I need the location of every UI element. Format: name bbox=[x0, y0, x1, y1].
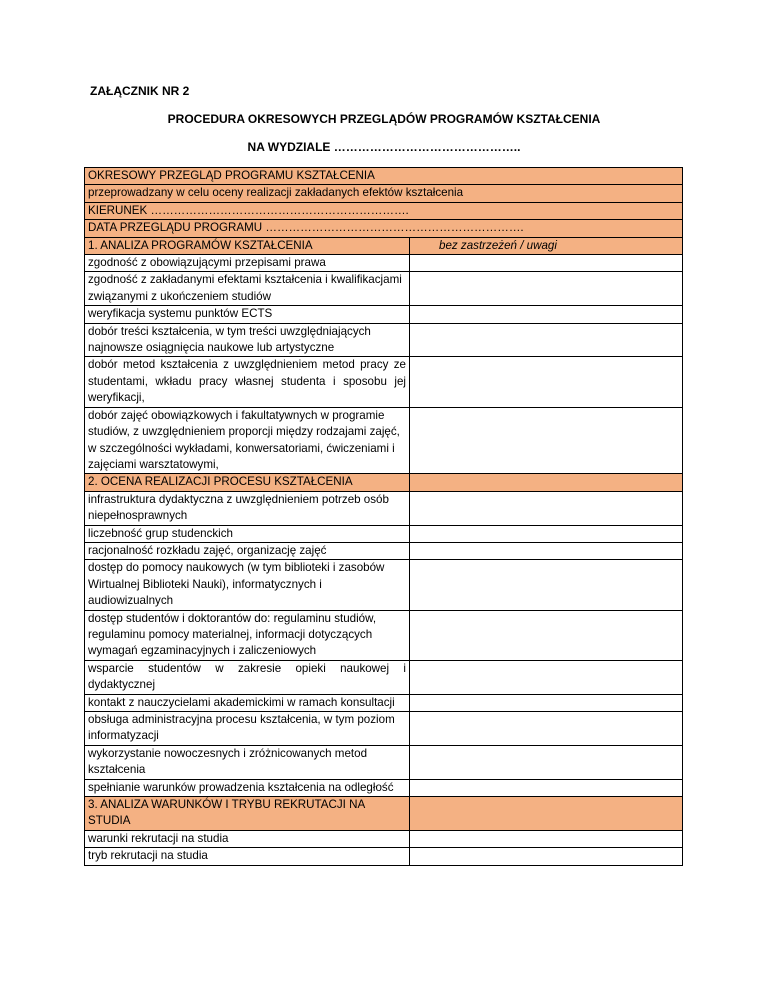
table-row bbox=[85, 306, 683, 323]
table-row bbox=[85, 542, 683, 559]
remarks-cell[interactable] bbox=[410, 255, 683, 272]
table-row bbox=[85, 323, 683, 357]
remarks-cell[interactable] bbox=[410, 712, 683, 746]
review-date-row bbox=[85, 220, 683, 237]
criterion-text: tryb rekrutacji na studia bbox=[85, 848, 410, 865]
section-title: 3. ANALIZA WARUNKÓW I TRYBU REKRUTACJI NA STUDIA bbox=[85, 797, 410, 831]
criterion-text: zgodność z zakładanymi efektami kształcenia i kwalifikacjami związanymi z ukończeniem studiów bbox=[85, 272, 410, 306]
criterion-text: kontakt z nauczycielami akademickimi w ramach konsultacji bbox=[85, 694, 410, 711]
remarks-cell[interactable] bbox=[410, 542, 683, 559]
form-title-row bbox=[85, 168, 683, 185]
criterion-text: wykorzystanie nowoczesnych i zróżnicowanych metod kształcenia bbox=[85, 745, 410, 779]
criterion-text: dostęp studentów i doktorantów do: regulaminu studiów, regulaminu pomocy materialnej, informacji dotyczących wymagań egzaminacyjnych i zaliczeniowych bbox=[85, 610, 410, 660]
faculty-line: NA WYDZIALE ……………………………………….. bbox=[247, 140, 521, 154]
remarks-cell[interactable] bbox=[410, 407, 683, 474]
remarks-cell[interactable] bbox=[410, 525, 683, 542]
criterion-text: weryfikacja systemu punktów ECTS bbox=[85, 306, 410, 323]
review-date: DATA PRZEGLĄDU PROGRAMU …………………………………………………………. bbox=[85, 220, 683, 237]
table-row bbox=[85, 712, 683, 746]
field-of-study: KIERUNEK …………………………………………………………. bbox=[85, 202, 683, 219]
criterion-text: dobór treści kształcenia, w tym treści uwzględniających najnowsze osiągnięcia naukowe lub artystyczne bbox=[85, 323, 410, 357]
table-row bbox=[85, 694, 683, 711]
remarks-header: bez zastrzeżeń / uwagi bbox=[439, 238, 557, 252]
criterion-text: zgodność z obowiązującymi przepisami prawa bbox=[85, 255, 410, 272]
review-title: OKRESOWY PRZEGLĄD PROGRAMU KSZTAŁCENIA bbox=[85, 168, 683, 185]
table-row bbox=[85, 255, 683, 272]
remarks-cell[interactable] bbox=[410, 848, 683, 865]
remarks-cell[interactable] bbox=[410, 830, 683, 847]
table-row bbox=[85, 610, 683, 660]
remarks-cell[interactable] bbox=[410, 357, 683, 407]
table-row bbox=[85, 560, 683, 610]
table-row bbox=[85, 848, 683, 865]
criterion-text: obsługa administracyjna procesu kształcenia, w tym poziom informatyzacji bbox=[85, 712, 410, 746]
criterion-text: dobór metod kształcenia z uwzględnieniem metod pracy ze studentami, wkładu pracy własnej studenta i sposobu jej weryfikacji, bbox=[85, 357, 410, 407]
remarks-cell[interactable] bbox=[410, 694, 683, 711]
criterion-text: warunki rekrutacji na studia bbox=[85, 830, 410, 847]
remarks-cell[interactable] bbox=[410, 491, 683, 525]
section-title: 1. ANALIZA PROGRAMÓW KSZTAŁCENIA bbox=[85, 237, 410, 254]
criterion-text: racjonalność rozkładu zajęć, organizację zajęć bbox=[85, 542, 410, 559]
table-row bbox=[85, 357, 683, 407]
remarks-cell[interactable] bbox=[410, 272, 683, 306]
remarks-cell[interactable] bbox=[410, 779, 683, 796]
criterion-text: wsparcie studentów w zakresie opieki naukowej i dydaktycznej bbox=[85, 660, 410, 694]
table-row bbox=[85, 491, 683, 525]
table-row bbox=[85, 779, 683, 796]
section-title: 2. OCENA REALIZACJI PROCESU KSZTAŁCENIA bbox=[85, 474, 410, 491]
table-row bbox=[85, 272, 683, 306]
table-row bbox=[85, 745, 683, 779]
section-header-row bbox=[85, 474, 683, 491]
criterion-text: spełnianie warunków prowadzenia kształcenia na odległość bbox=[85, 779, 410, 796]
table-row bbox=[85, 660, 683, 694]
remarks-cell[interactable] bbox=[410, 660, 683, 694]
criterion-text: infrastruktura dydaktyczna z uwzględnieniem potrzeb osób niepełnosprawnych bbox=[85, 491, 410, 525]
section-header-row bbox=[85, 797, 683, 831]
document-title: PROCEDURA OKRESOWYCH PRZEGLĄDÓW PROGRAMÓW KSZTAŁCENIA bbox=[167, 112, 601, 126]
section-header-row bbox=[85, 237, 683, 254]
remarks-cell[interactable] bbox=[410, 323, 683, 357]
review-purpose: przeprowadzany w celu oceny realizacji zakładanych efektów kształcenia bbox=[85, 185, 683, 202]
criterion-text: liczebność grup studenckich bbox=[85, 525, 410, 542]
remarks-cell[interactable] bbox=[410, 306, 683, 323]
remarks-cell[interactable] bbox=[410, 610, 683, 660]
review-form-table bbox=[84, 167, 683, 866]
table-row bbox=[85, 407, 683, 474]
table-row bbox=[85, 830, 683, 847]
form-purpose-row bbox=[85, 185, 683, 202]
field-of-study-row bbox=[85, 202, 683, 219]
remarks-cell[interactable] bbox=[410, 560, 683, 610]
annex-label: ZAŁĄCZNIK NR 2 bbox=[90, 84, 190, 98]
criterion-text: dostęp do pomocy naukowych (w tym biblioteki i zasobów Wirtualnej Biblioteki Nauki), informatycznych i audiowizualnych bbox=[85, 560, 410, 610]
criterion-text: dobór zajęć obowiązkowych i fakultatywnych w programie studiów, z uwzględnieniem proporcji między rodzajami zajęć, w szczególności wykładami, konwersatoriami, ćwiczeniami i zajęciami warsztatowymi, bbox=[85, 407, 410, 474]
table-row bbox=[85, 525, 683, 542]
remarks-cell[interactable] bbox=[410, 745, 683, 779]
